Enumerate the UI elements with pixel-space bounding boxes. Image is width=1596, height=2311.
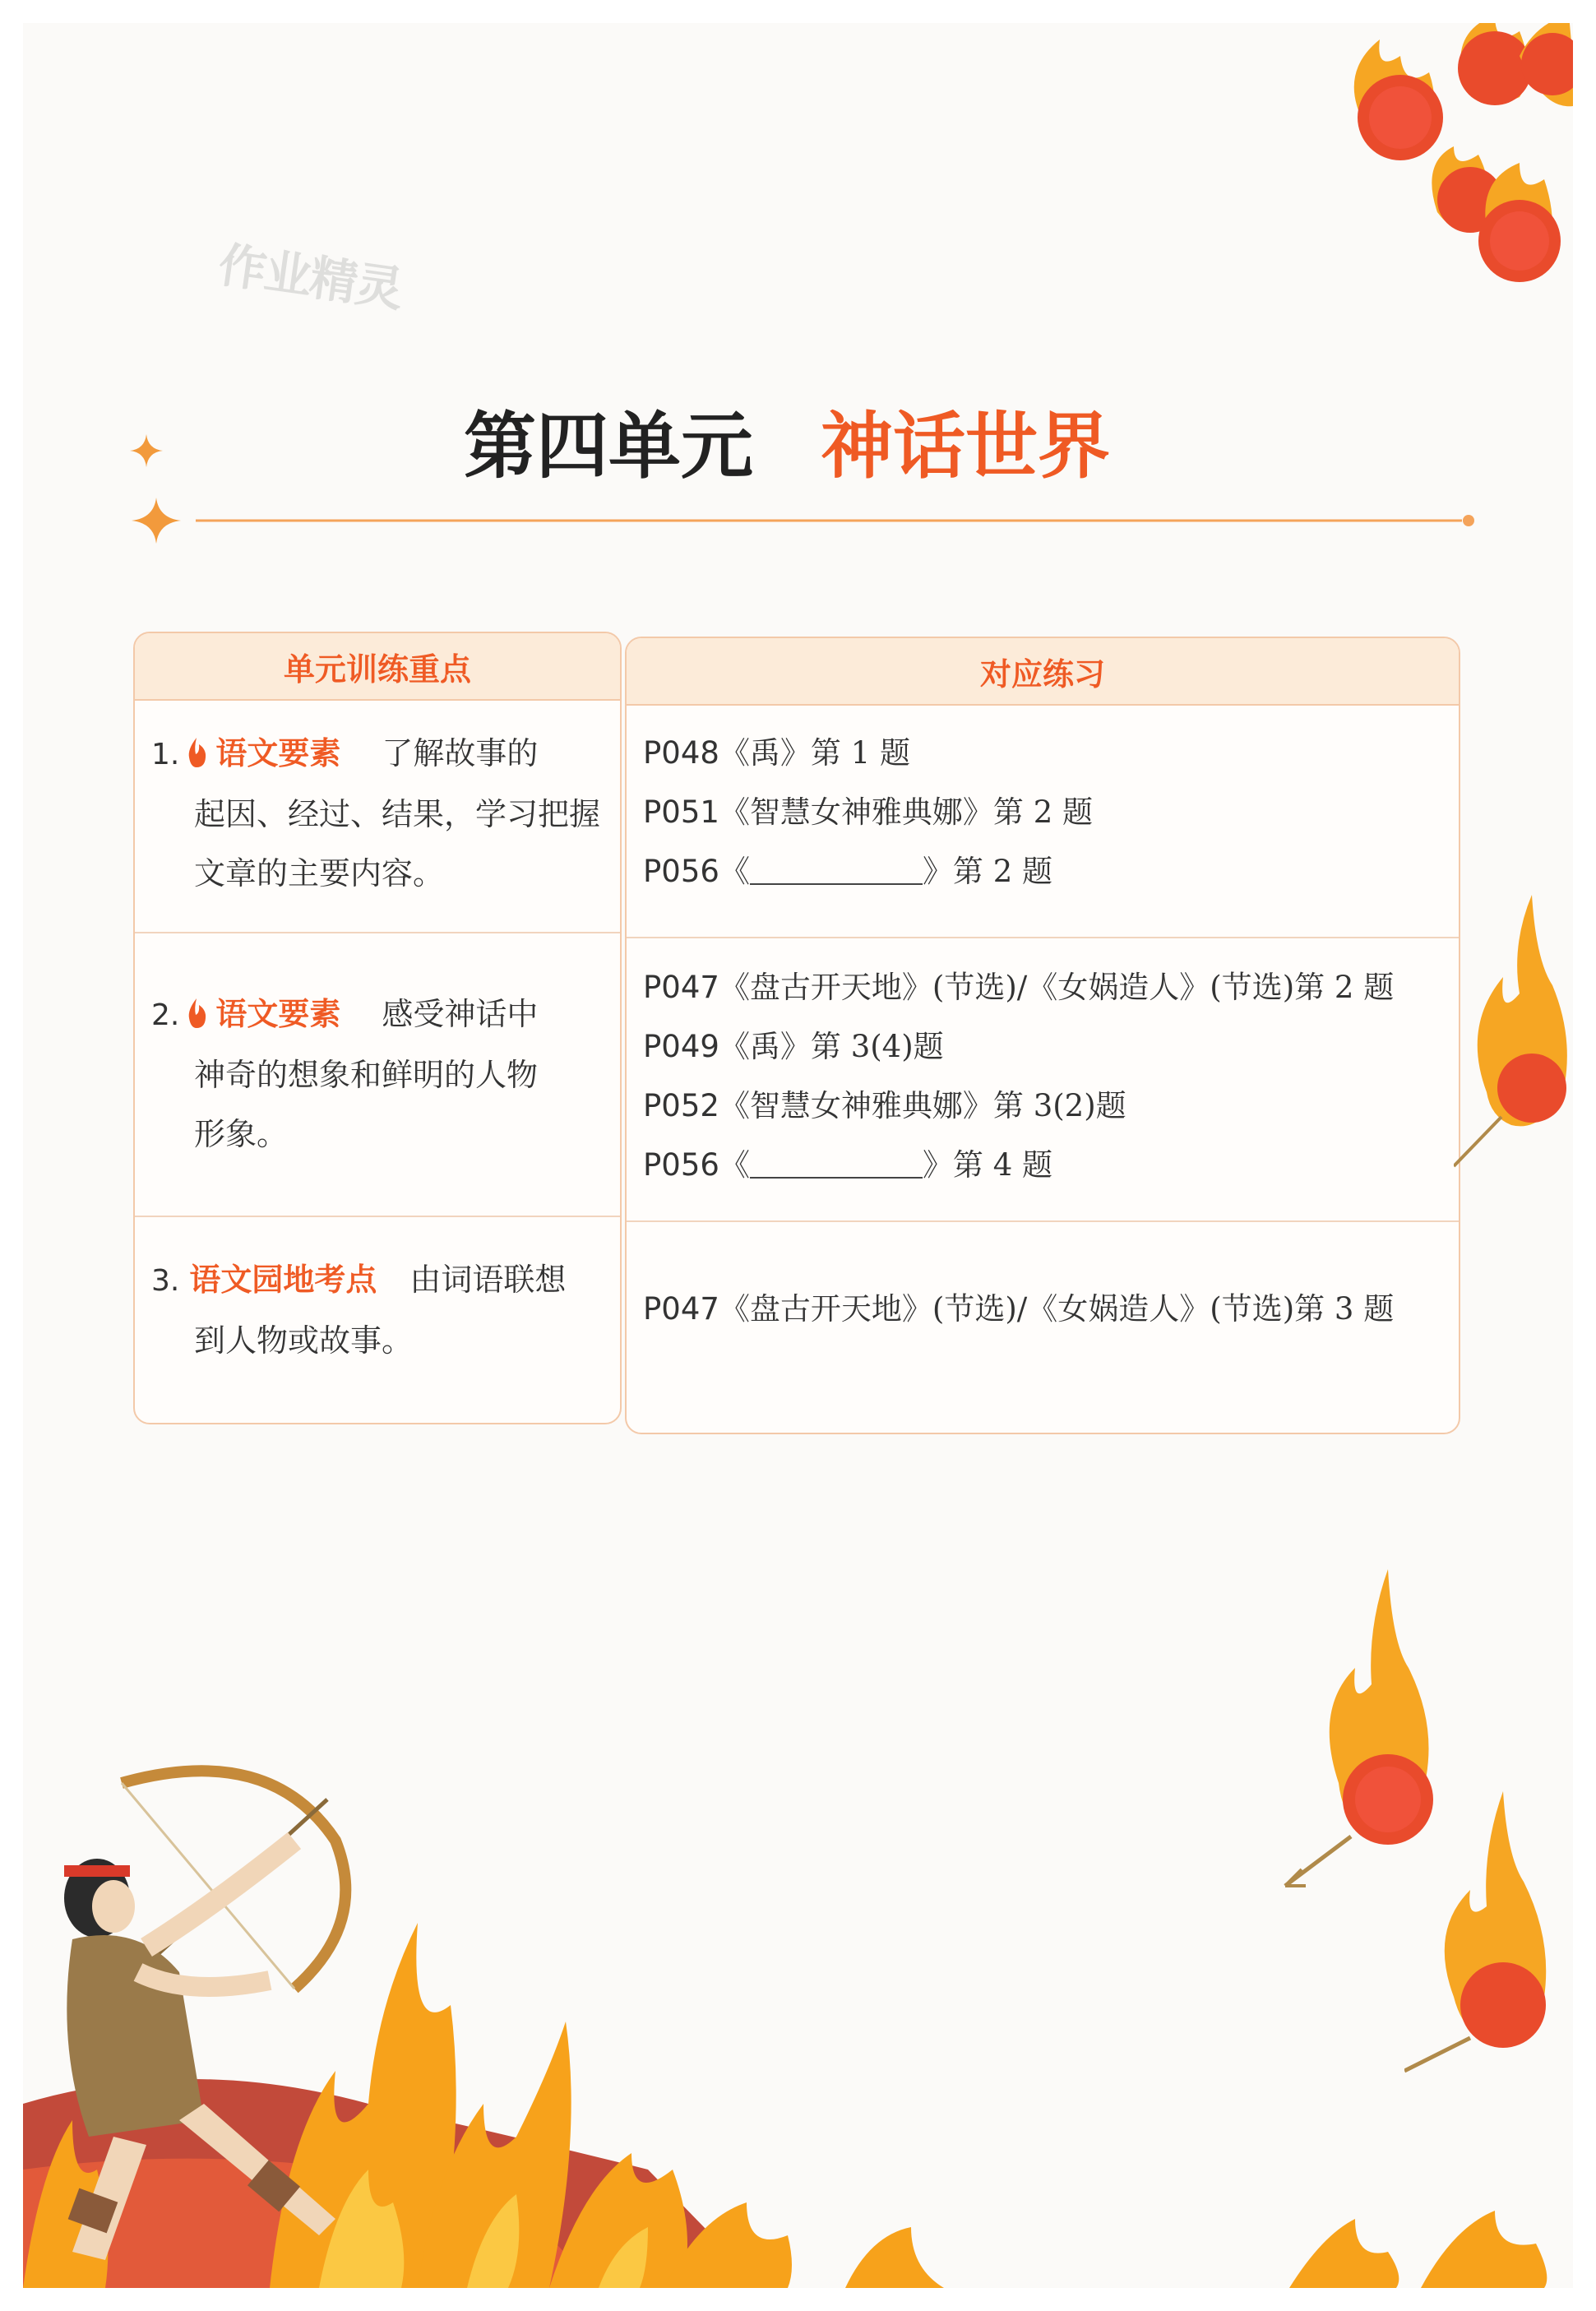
exercise-ref: P056《 》第 2 题 xyxy=(643,854,1053,889)
title-divider xyxy=(130,496,1487,545)
exercise-ref: P049《禹》第 3(4)题 xyxy=(643,1029,944,1064)
exercise-ref: P051《智慧女神雅典娜》第 2 题 xyxy=(643,794,1093,830)
focus-row-1: 1. 语文要素 了解故事的 起因、经过、结果，学习把握 文章的主要内容。 xyxy=(151,735,601,892)
exercise-header: 对应练习 xyxy=(627,638,1459,706)
exercise-ref: P047《盘古开天地》(节选)/《女娲造人》(节选)第 2 题 xyxy=(643,970,1395,1005)
fireball-icon xyxy=(1454,895,1573,1174)
focus-header: 单元训练重点 xyxy=(135,633,620,701)
exercise-ref: P052《智慧女神雅典娜》第 3(2)题 xyxy=(643,1088,1126,1123)
watermark: 作业精灵 xyxy=(215,236,405,318)
exercise-column xyxy=(625,637,1460,1434)
exercise-row-1 xyxy=(627,704,1459,937)
unit-number: 第四单元 xyxy=(464,404,754,489)
focus-tag-1: 语文要素 xyxy=(215,735,341,771)
fireball-icon xyxy=(1330,23,1573,311)
workbook-page xyxy=(23,23,1573,2288)
answer-blank[interactable] xyxy=(750,859,923,885)
focus-row-3: 3. 语文园地考点 由词语联想 到人物或故事。 xyxy=(135,1216,620,1424)
exercise-ref: P056《 》第 4 题 xyxy=(643,1147,1053,1183)
flame-icon xyxy=(184,997,209,1030)
exercise-row-2 xyxy=(627,937,1459,1222)
archer-illustration xyxy=(23,1676,1573,2288)
focus-tag-3: 语文园地考点 xyxy=(189,1262,377,1298)
exercise-row-3 xyxy=(627,1220,1459,1434)
focus-tag-2: 语文要素 xyxy=(215,996,341,1032)
exercise-ref: P047《盘古开天地》(节选)/《女娲造人》(节选)第 3 题 xyxy=(643,1291,1395,1327)
focus-column xyxy=(133,632,622,1424)
exercise-ref: P048《禹》第 1 题 xyxy=(643,735,911,771)
sparkle-icon xyxy=(130,434,163,467)
focus-row-2: 2. 语文要素 感受神话中 神奇的想象和鲜明的人物 形象。 xyxy=(135,932,620,1217)
unit-title xyxy=(23,389,1573,496)
unit-theme: 神话世界 xyxy=(821,404,1111,489)
training-table xyxy=(133,632,1462,1438)
flame-icon xyxy=(184,736,209,769)
answer-blank[interactable] xyxy=(750,1152,923,1179)
